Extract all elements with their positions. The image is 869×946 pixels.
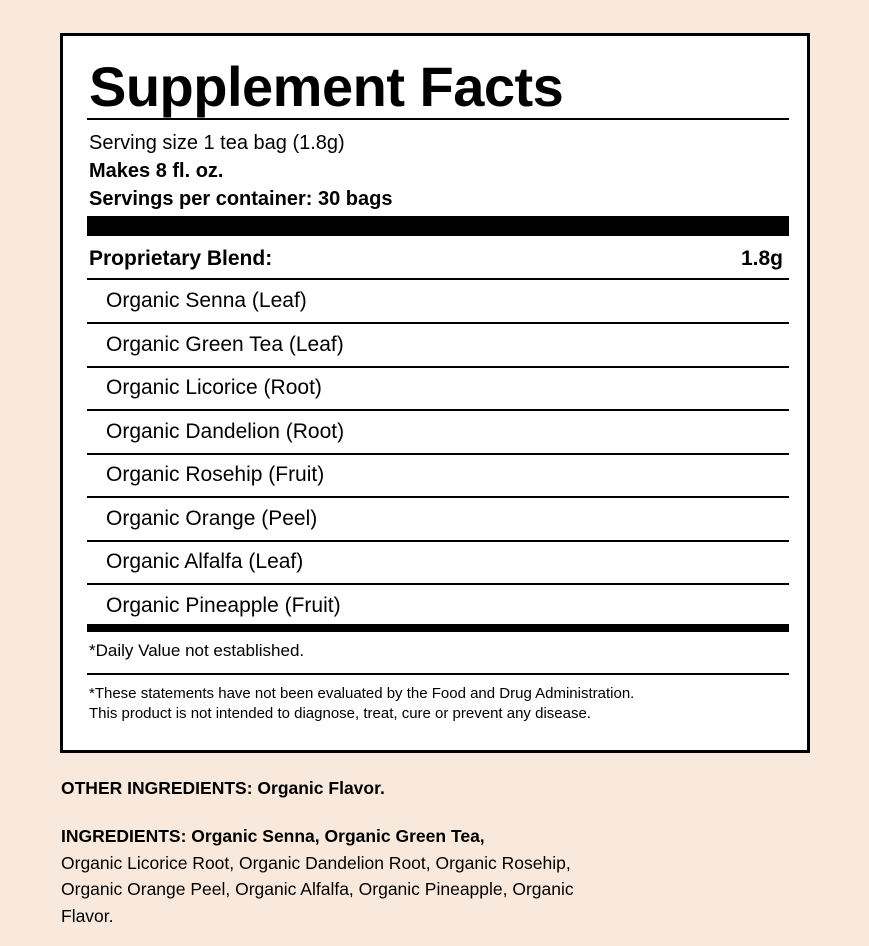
blend-label: Proprietary Blend:	[89, 247, 273, 270]
row-divider	[87, 453, 789, 455]
ingredients-statement	[61, 823, 581, 929]
proprietary-blend-row	[89, 246, 783, 272]
row-divider	[87, 366, 789, 368]
thick-divider-top	[87, 216, 789, 236]
supplement-facts-panel	[60, 33, 810, 753]
row-divider	[87, 540, 789, 542]
blend-amount: 1.8g	[740, 247, 783, 270]
thick-divider-bottom	[87, 624, 789, 632]
ingredient-row: Organic Orange (Peel)	[106, 507, 318, 530]
ingredient-row: Organic Dandelion (Root)	[106, 420, 345, 443]
other-ingredients: OTHER INGREDIENTS: Organic Flavor.	[61, 778, 385, 798]
ingredient-row: Organic Senna (Leaf)	[106, 289, 307, 312]
row-divider	[87, 278, 789, 280]
ingredient-row: Organic Licorice (Root)	[106, 376, 322, 399]
ingredient-row: Organic Green Tea (Leaf)	[106, 333, 344, 356]
ingredients-rest: Organic Licorice Root, Organic Dandelion Root, Organic Rosehip, Organic Orange Peel, Organic Alfalfa, Organic Pineapple, Organic Flavor.	[61, 852, 574, 926]
row-divider	[87, 496, 789, 498]
row-divider	[87, 409, 789, 411]
ingredient-row: Organic Alfalfa (Leaf)	[106, 550, 304, 573]
servings-per-container: Servings per container: 30 bags	[89, 188, 393, 210]
serving-size: Serving size 1 tea bag (1.8g)	[89, 132, 345, 154]
ingredient-row: Organic Rosehip (Fruit)	[106, 463, 325, 486]
note-divider	[87, 673, 789, 675]
panel-title: Supplement Facts	[89, 55, 564, 118]
row-divider	[87, 583, 789, 585]
ingredient-row: Organic Pineapple (Fruit)	[106, 594, 341, 617]
row-divider	[87, 322, 789, 324]
ingredients-lead: INGREDIENTS: Organic Senna, Organic Green Tea,	[61, 826, 485, 846]
makes-volume: Makes 8 fl. oz.	[89, 160, 224, 182]
fda-disclaimer: *These statements have not been evaluated by the Food and Drug Administration. This product is not intended to diagnose, treat, cure or prevent any disease.	[89, 685, 635, 722]
title-divider	[87, 118, 789, 120]
daily-value-note: *Daily Value not established.	[89, 641, 305, 660]
